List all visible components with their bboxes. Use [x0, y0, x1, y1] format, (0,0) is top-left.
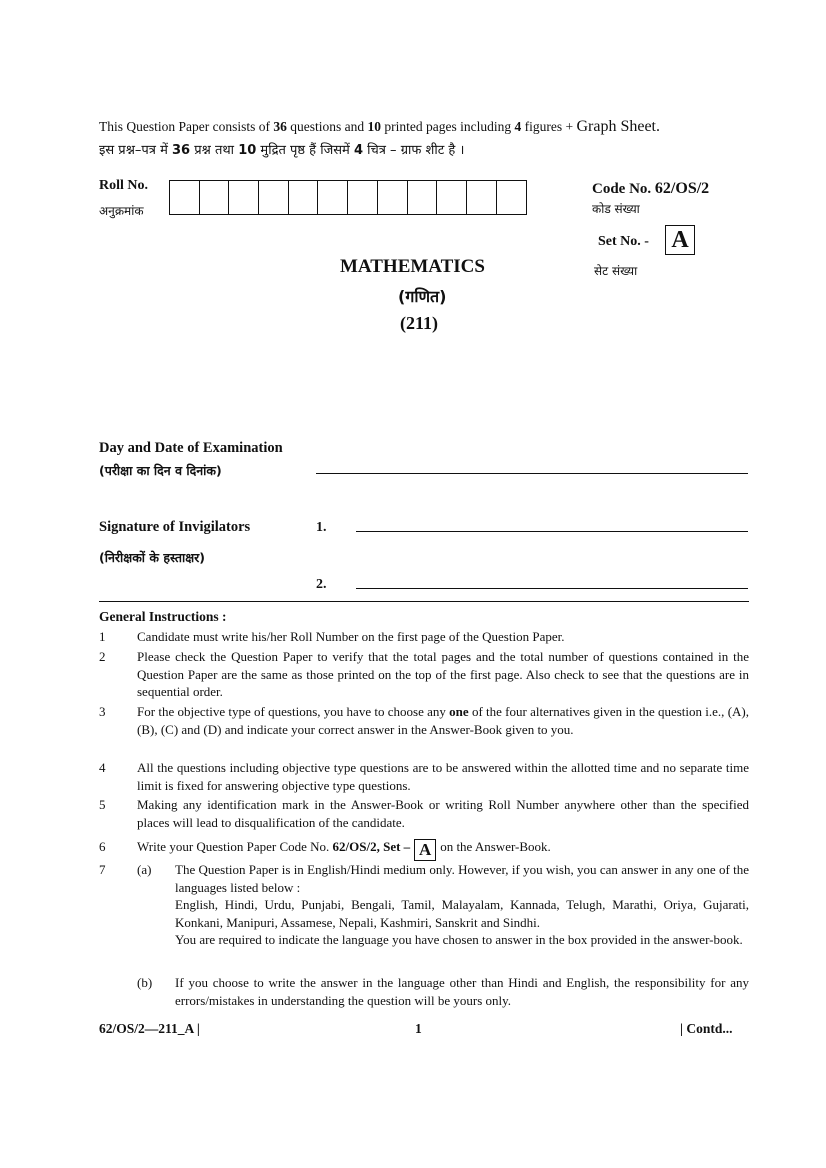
roll-digit-box[interactable]: [318, 181, 348, 214]
code-value: 62/OS/2: [654, 180, 710, 197]
exam-day-line[interactable]: [316, 473, 748, 474]
instruction-number: 5: [99, 797, 106, 812]
instruction-text: All the questions including objective type questions are to be answered within the allotted time and no separate time limit is fixed for answering objective type questions.: [137, 760, 749, 793]
figure-count: 4: [514, 119, 522, 134]
subitem-text: If you choose to write the answer in the language other than Hindi and English, the responsibility for any errors/mistakes in understanding the question will be yours only.: [175, 975, 749, 1008]
figure-count: 4: [353, 143, 363, 158]
code-label: Code No.: [592, 181, 652, 197]
intro-text: This Question Paper consists of: [99, 119, 270, 134]
intro-english: [99, 118, 749, 136]
roll-digit-box[interactable]: [200, 181, 230, 214]
instructions-heading: General Instructions :: [99, 609, 227, 624]
roll-digit-box[interactable]: [378, 181, 408, 214]
roll-digit-box[interactable]: [408, 181, 438, 214]
invigilators-label: Signature of Invigilators: [99, 519, 251, 535]
footer-code: 62/OS/2—211_A |: [99, 1021, 200, 1036]
roll-number-boxes[interactable]: [169, 180, 527, 215]
page-number: 1: [415, 1021, 422, 1036]
subitem-label: (a): [137, 862, 152, 877]
instruction-number: 4: [99, 760, 106, 775]
divider: [99, 601, 749, 602]
roll-digit-box[interactable]: [348, 181, 378, 214]
invigilators-label-hindi: (निरीक्षकों के हस्ताक्षर): [99, 550, 205, 565]
code-number: [592, 180, 709, 198]
instruction-number: 3: [99, 704, 106, 719]
footer-contd: | Contd...: [680, 1021, 733, 1036]
intro-text: प्रश्न तथा: [194, 143, 235, 158]
question-count: 36: [172, 143, 191, 158]
languages-list: English, Hindi, Urdu, Punjabi, Bengali, Tamil, Malayalam, Kannada, Telugh, Marathi, Oriya, Gujarati, Konkani, Manipuri, Assamese, Nepali, Kashmiri, Sanskrit and Sindhi.: [175, 897, 749, 930]
instruction-item: [99, 861, 139, 879]
roll-digit-box[interactable]: [229, 181, 259, 214]
intro-text: चित्र – ग्राफ शीट है ।: [367, 143, 465, 158]
page-count: 10: [238, 143, 257, 158]
instruction-number: 2: [99, 649, 106, 664]
instruction-text-bold: one: [449, 704, 469, 719]
set-box: A: [665, 225, 695, 255]
intro-text: मुद्रित पृष्ठ हैं जिसमें: [260, 143, 350, 158]
instruction-text: Candidate must write his/her Roll Number on the first page of the Question Paper.: [137, 629, 565, 644]
roll-number-label: Roll No.: [99, 178, 148, 193]
instruction-item: [99, 796, 749, 831]
instruction-number: 1: [99, 629, 106, 644]
subject-title: MATHEMATICS: [340, 256, 485, 277]
invigilator-1-line[interactable]: [356, 531, 748, 532]
code-label-hindi: कोड संख्या: [592, 202, 640, 216]
intro-text: figures +: [524, 119, 574, 134]
set-label: Set No. -: [598, 234, 649, 249]
instruction-item: [99, 628, 749, 646]
intro-text: इस प्रश्न–पत्र में: [99, 143, 168, 158]
instruction-item: [99, 703, 749, 738]
roll-number-label-hindi: अनुक्रमांक: [99, 204, 144, 218]
intro-hindi: [99, 140, 464, 158]
set-inline-box: A: [414, 839, 436, 861]
roll-digit-box[interactable]: [289, 181, 319, 214]
instruction-number: 7: [99, 862, 106, 877]
instruction-item: [99, 759, 749, 794]
subitem-text: [175, 861, 749, 949]
subject-code: (211): [400, 313, 438, 333]
instruction-item: [99, 648, 749, 701]
subitem-label: (b): [137, 975, 153, 990]
roll-digit-box[interactable]: [467, 181, 497, 214]
instruction-text-part: For the objective type of questions, you have to choose any: [137, 704, 446, 719]
instruction-subitem-b: [137, 974, 749, 1009]
subitem-text-part: The Question Paper is in English/Hindi medium only. However, if you wish, you can answer in any one of the languages listed below :: [175, 862, 749, 895]
roll-digit-box[interactable]: [170, 181, 200, 214]
graph-sheet-text: Graph Sheet.: [576, 118, 660, 135]
intro-text: printed pages including: [384, 119, 512, 134]
roll-digit-box[interactable]: [259, 181, 289, 214]
intro-text: questions and: [290, 119, 365, 134]
instruction-item: [99, 838, 749, 861]
instruction-text-bold: 62/OS/2, Set –: [332, 839, 411, 854]
instruction-text-part: of the four alternatives given in the question i.e., (A), (B), (C) and (D) and indicate your correct answer in the Answer-Book given to you.: [137, 704, 750, 737]
invigilator-2-line[interactable]: [356, 588, 748, 589]
instruction-text: Making any identification mark in the Answer-Book or writing Roll Number anywhere other than the specified places will lead to disqualification of the candidate.: [137, 797, 749, 830]
subject-title-hindi: (गणित): [398, 287, 447, 306]
page-count: 10: [367, 119, 381, 134]
set-label-hindi: सेट संख्या: [594, 264, 638, 278]
exam-day-label-hindi: (परीक्षा का दिन व दिनांक): [99, 463, 222, 478]
instruction-text: [137, 703, 749, 738]
subitem-text-part: You are required to indicate the language you have chosen to answer in the box provided in the answer-book.: [175, 932, 743, 947]
instruction-subitem-a: [137, 861, 749, 949]
invigilator-1-number: 1.: [316, 520, 327, 535]
instruction-text-part: Write your Question Paper Code No.: [137, 839, 330, 854]
roll-digit-box[interactable]: [437, 181, 467, 214]
invigilator-2-number: 2.: [316, 577, 327, 592]
instruction-text-part: on the Answer-Book.: [440, 839, 551, 854]
roll-digit-box[interactable]: [497, 181, 527, 214]
instruction-number: 6: [99, 839, 106, 854]
exam-day-label: Day and Date of Examination: [99, 440, 283, 456]
question-count: 36: [273, 119, 287, 134]
instruction-text: [137, 838, 749, 861]
instruction-text: Please check the Question Paper to verify that the total pages and the total number of questions contained in the Question Paper are the same as those printed on the top of the first page. Also check to see that the questions are in sequential order.: [137, 649, 749, 699]
